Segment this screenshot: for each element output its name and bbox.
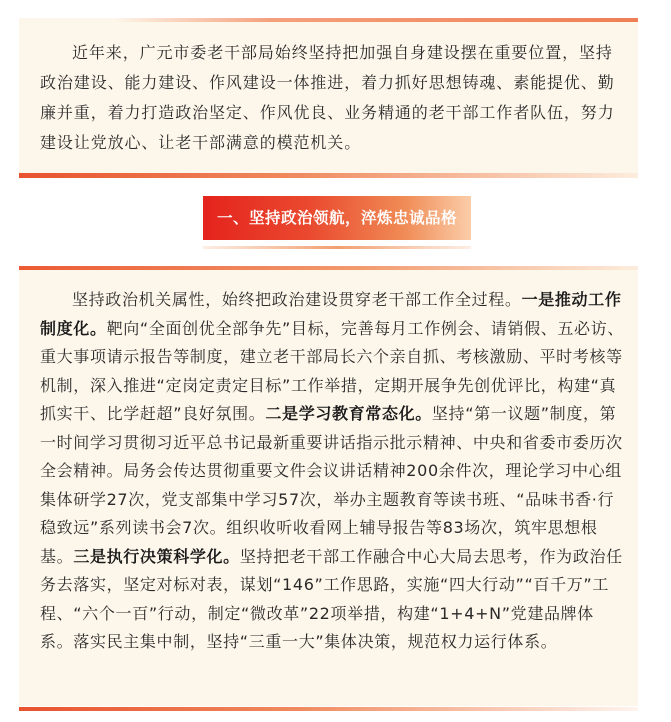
intro-paragraph: 近年来，广元市委老干部局始终坚持把加强自身建设摆在重要位置，坚持政治建设、能力建设、作风建设一体推进，着力抓好思想铸魂、素能提优、勤廉并重，着力打造政治坚定、作风优良、业务精通的老干部工作者队伍，努力建设让党放心、让老干部满意的模范机关。	[40, 43, 615, 152]
body-decision-making-text: 坚持把老干部工作融合中心大局去思考，作为政治任务去落实，坚定对标对表，谋划“146”工作思路，实施“四大行动”“百千万”工程、“六个一百”行动，制定“微改革”22项举措，构建“1+4+N”党建品牌体系。落实民主集中制，坚持“三重一大”集体决策，规范权力运行体系。	[40, 546, 623, 651]
body-study-education-text: 坚持“第一议题”制度，第一时间学习贯彻习近平总书记最新重要讲话指示批示精神、中央和省委市委历次全会精神。局务会传达贯彻重要文件会议讲话精神200余件次，理论学习中心组集体研学27次，党支部集中学习57次，举办主题教育等读书班、“品味书香·行稳致远”系列读书会7次。组织收听收看网上辅导报告等83场次，筑牢思想根基。	[40, 404, 623, 566]
highlight-decision-making: 三是执行决策科学化。	[73, 546, 240, 566]
section-card-top-accent	[19, 266, 638, 270]
intro-card-top-accent	[114, 18, 638, 22]
bottom-accent-bar	[19, 707, 638, 711]
section-body-card	[19, 266, 638, 706]
section-heading-underline	[203, 246, 471, 249]
intro-card-bottom-accent	[19, 173, 638, 178]
section-heading-banner	[203, 196, 471, 240]
section-body-paragraph	[40, 286, 626, 657]
section-heading: 一、坚持政治领航，淬炼忠诚品格	[203, 196, 471, 240]
highlight-study-education: 二是学习教育常态化。	[265, 404, 432, 423]
body-institutionalize-text: 靶向“全面创优全部争先”目标，完善每月工作例会、请销假、五必访、重大事项请示报告等制度，建立老干部局长六个亲自抓、考核激励、平时考核等机制，深入推进“定岗定责定目标”工作举措，定期开展争先创优评比，构建“真抓实干、比学赶超”良好氛围。	[40, 318, 624, 423]
highlight-institutionalize: 一是推动工作制度化。	[40, 290, 622, 338]
body-lead-text: 坚持政治机关属性，始终把政治建设贯穿老干部工作全过程。	[72, 290, 522, 309]
intro-card	[19, 18, 638, 178]
